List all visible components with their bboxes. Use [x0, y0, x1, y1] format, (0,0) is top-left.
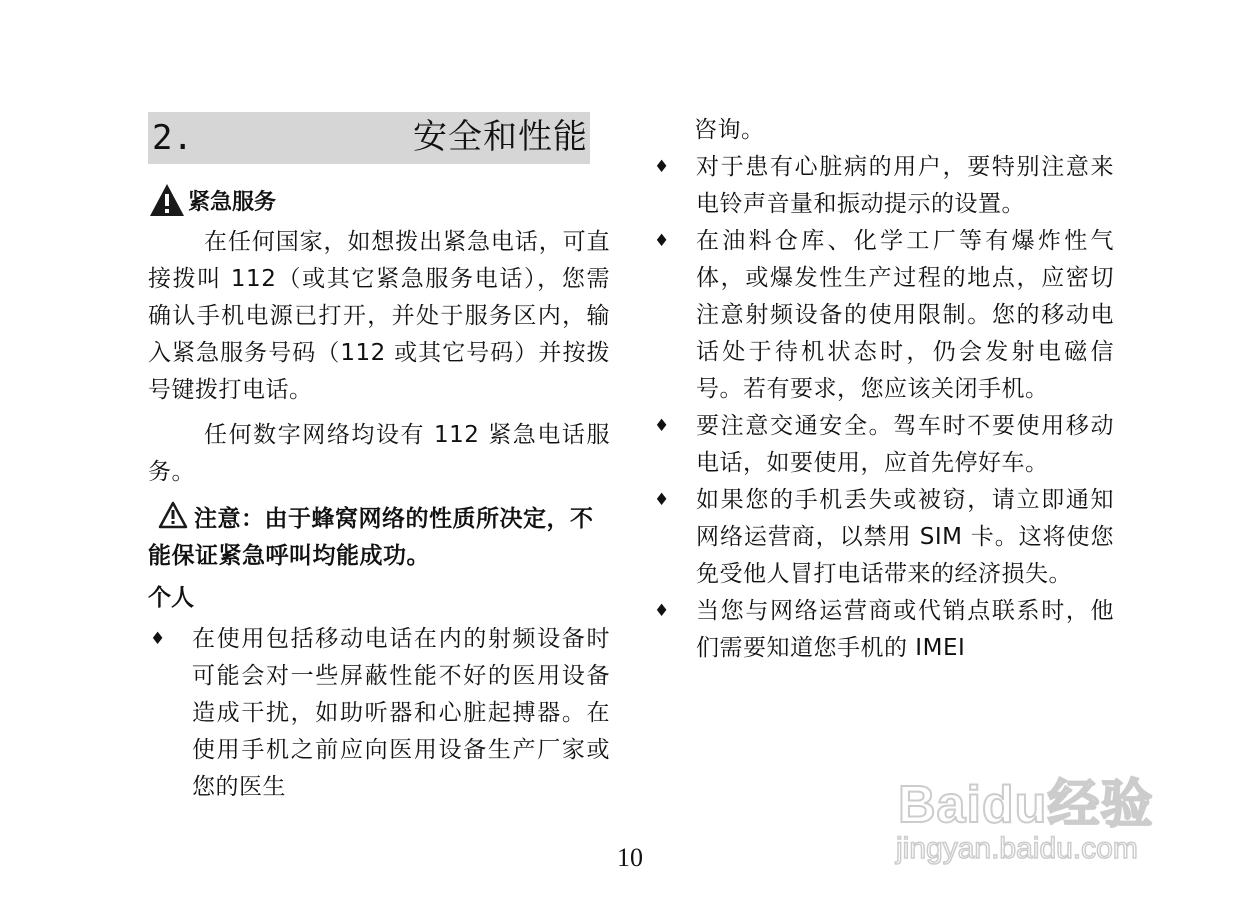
list-item-text: 在使用包括移动电话在内的射频设备时可能会对一些屏蔽性能不好的医用设备造成干扰，如助听器和心脏起搏器。在使用手机之前应向医用设备生产厂家或您的医生: [192, 626, 610, 800]
list-item: [652, 149, 1114, 223]
continued-text: 咨询。: [694, 117, 765, 143]
list-item-text: 如果您的手机丢失或被窃，请立即通知网络运营商，以禁用 SIM 卡。这将使您免受他人冒打电话带来的经济损失。: [696, 487, 1114, 587]
watermark-logo: Baidu经验: [898, 776, 1154, 834]
emergency-note-text: 注意：由于蜂窝网络的性质所决定，不能保证紧急呼叫均能成功。: [148, 506, 594, 569]
warning-outline-icon: [158, 501, 188, 529]
list-item: [148, 621, 610, 806]
bullet-diamond-icon: ♦: [150, 629, 166, 649]
bullet-diamond-icon: ♦: [654, 490, 670, 510]
left-column: [148, 112, 610, 806]
personal-heading: 个人: [148, 585, 194, 611]
list-item-text: 要注意交通安全。驾车时不要使用移动电话，如要使用，应首先停好车。: [696, 413, 1114, 476]
list-item: [652, 223, 1114, 408]
bullet-diamond-icon: ♦: [654, 157, 670, 177]
page-number: 10: [617, 843, 643, 872]
bullet-diamond-icon: ♦: [654, 231, 670, 251]
emergency-para-1: 在任何国家，如想拨出紧急电话，可直接拨叫 112（或其它紧急服务电话），您需确认手机电源已打开，并处于服务区内，输入紧急服务号码（112 或其它号码）并按拨号键拨打电话。: [148, 229, 610, 403]
section-title: 安全和性能: [413, 117, 588, 157]
list-item: [652, 482, 1114, 593]
baidu-watermark: [880, 762, 1190, 872]
bullet-diamond-icon: ♦: [654, 416, 670, 436]
list-item-text: 对于患有心脏病的用户，要特别注意来电铃声音量和振动提示的设置。: [696, 154, 1114, 217]
emergency-heading-text: 紧急服务: [188, 190, 277, 215]
emergency-para-2: 任何数字网络均设有 112 紧急电话服务。: [148, 422, 610, 485]
emergency-note: [148, 501, 610, 575]
emergency-heading: [148, 182, 610, 218]
list-item-text: 当您与网络运营商或代销点联系时，他们需要知道您手机的 IMEI: [696, 598, 1114, 661]
section-header: [148, 112, 590, 164]
right-column: [652, 112, 1114, 667]
bullet-diamond-icon: ♦: [654, 601, 670, 621]
list-item-text: 在油料仓库、化学工厂等有爆炸性气体，或爆发性生产过程的地点，应密切注意射频设备的使用限制。您的移动电话处于待机状态时，仍会发射电磁信号。若有要求，您应该关闭手机。: [696, 228, 1114, 402]
watermark-url: jingyan.baidu.com: [896, 832, 1138, 865]
list-item: [652, 408, 1114, 482]
list-item: [652, 593, 1114, 667]
warning-filled-icon: [148, 182, 186, 218]
section-number: 2.: [152, 118, 193, 158]
